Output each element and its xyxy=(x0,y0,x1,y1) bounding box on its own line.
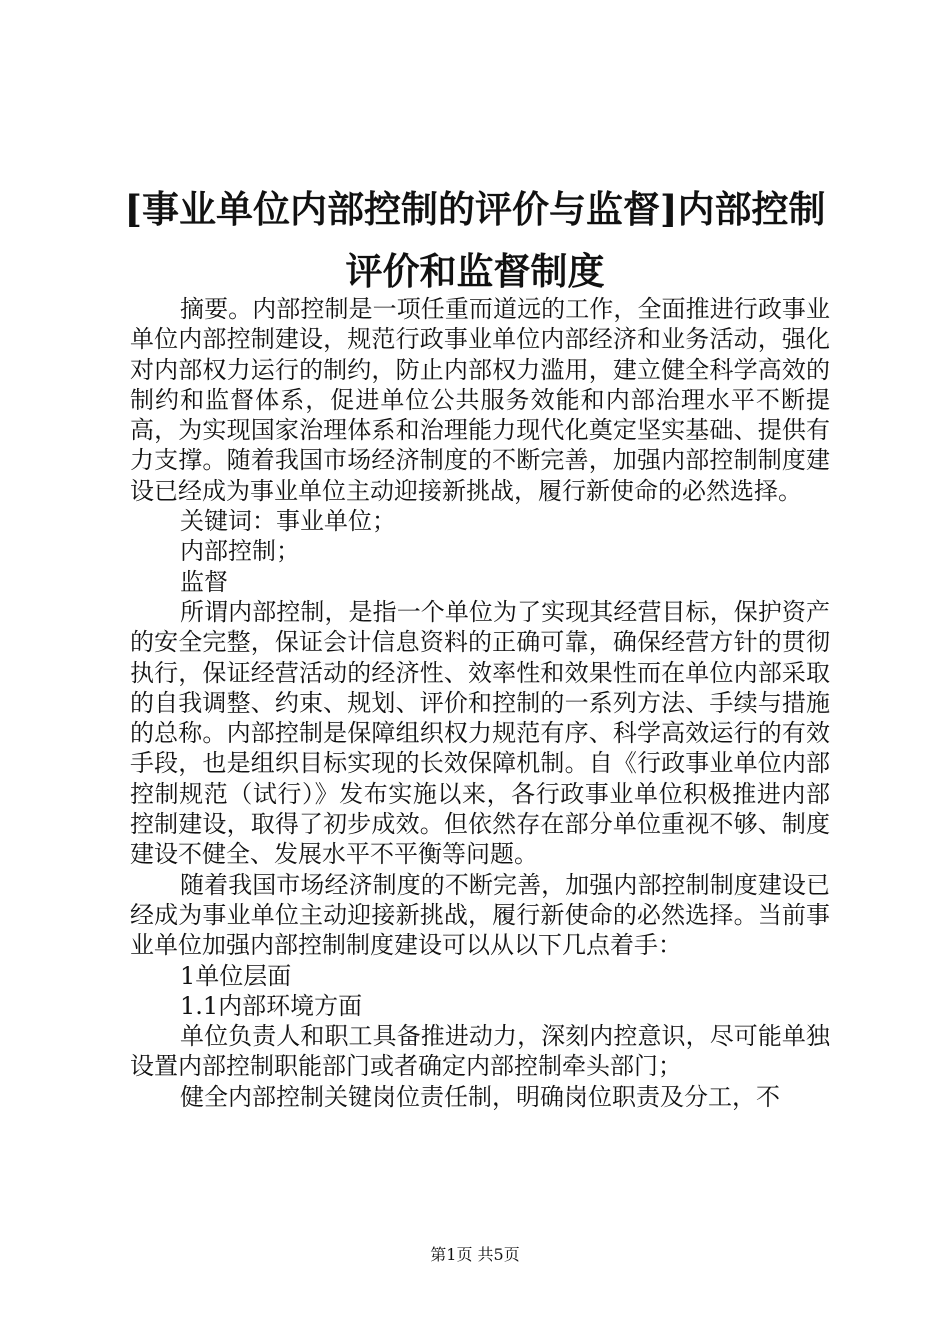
paragraph-keyword-1: 关键词：事业单位； xyxy=(180,507,396,536)
paragraph-keyword-2: 内部控制； xyxy=(180,537,300,566)
paragraph-keyword-3: 监督 xyxy=(180,567,228,596)
section-heading-1-1: 1.1内部环境方面 xyxy=(180,991,363,1020)
paragraph-environment-1: 单位负责人和职工具备推进动力，深刻内控意识，尽可能单独设置内部控制职能部门或者确定内部控制牵头部门； xyxy=(130,1022,830,1081)
document-title: [事业单位内部控制的评价与监督]内部控制评价和监督制度 xyxy=(124,187,826,293)
page-footer: 第1页 共5页 xyxy=(430,1245,520,1264)
paragraph-environment-2: 健全内部控制关键岗位责任制，明确岗位职责及分工，不 xyxy=(180,1082,780,1111)
document-body xyxy=(130,294,830,1112)
paragraph-definition: 所谓内部控制，是指一个单位为了实现其经营目标，保护资产的安全完整，保证会计信息资料的正确可靠，确保经营方针的贯彻执行，保证经营活动的经济性、效率性和效果性而在单位内部采取的自我调整、约束、规划、评价和控制的一系列方法、手续与措施的总称。内部控制是保障组织权力规范有序、科学高效运行的有效手段，也是组织目标实现的长效保障机制。自《行政事业单位内部控制规范（试行）》发布实施以来，各行政事业单位积极推进内部控制建设，取得了初步成效。但依然存在部分单位重视不够、制度建设不健全、发展水平不平衡等问题。 xyxy=(130,597,830,869)
paragraph-abstract: 摘要。内部控制是一项任重而道远的工作，全面推进行政事业单位内部控制建设，规范行政事业单位内部经济和业务活动，强化对内部权力运行的制约，防止内部权力滥用，建立健全科学高效的制约和监督体系，促进单位公共服务效能和内部治理水平不断提高，为实现国家治理体系和治理能力现代化奠定坚实基础、提供有力支撑。随着我国市场经济制度的不断完善，加强内部控制制度建设已经成为事业单位主动迎接新挑战，履行新使命的必然选择。 xyxy=(130,295,830,505)
section-heading-1: 1单位层面 xyxy=(180,961,292,990)
paragraph-intro: 随着我国市场经济制度的不断完善，加强内部控制制度建设已经成为事业单位主动迎接新挑战，履行新使命的必然选择。当前事业单位加强内部控制制度建设可以从以下几点着手： xyxy=(130,870,830,960)
